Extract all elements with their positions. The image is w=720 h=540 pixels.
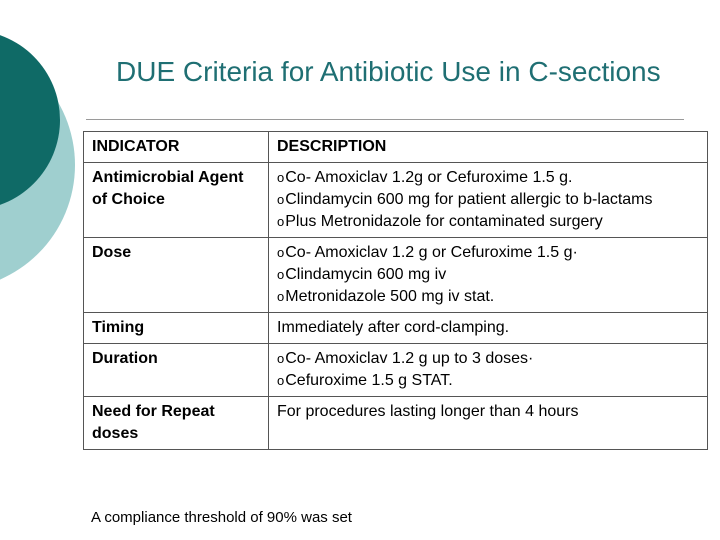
description-cell: For procedures lasting longer than 4 hours xyxy=(269,397,708,450)
header-indicator: INDICATOR xyxy=(84,132,269,163)
list-item xyxy=(277,264,699,286)
hollow-circle-bullet-icon: o xyxy=(277,351,285,366)
list-item-text: Co- Amoxiclav 1.2 g up to 3 doses· xyxy=(285,350,534,367)
hollow-circle-bullet-icon: o xyxy=(277,214,285,229)
indicator-cell: Timing xyxy=(84,313,269,344)
list-item-text: Clindamycin 600 mg for patient allergic to b-lactams xyxy=(285,191,653,208)
hollow-circle-bullet-icon: o xyxy=(277,192,285,207)
list-item-text: Co- Amoxiclav 1.2g or Cefuroxime 1.5 g. xyxy=(285,169,573,186)
list-item xyxy=(277,242,699,264)
table-row xyxy=(84,397,708,450)
description-cell xyxy=(269,163,708,238)
indicator-cell: Need for Repeat doses xyxy=(84,397,269,450)
table-header-row xyxy=(84,132,708,163)
list-item-text: Metronidazole 500 mg iv stat. xyxy=(285,288,495,305)
list-item xyxy=(277,348,699,370)
hollow-circle-bullet-icon: o xyxy=(277,373,285,388)
list-item xyxy=(277,286,699,308)
description-cell xyxy=(269,238,708,313)
compliance-footnote: A compliance threshold of 90% was set xyxy=(91,509,352,526)
list-item-text: Clindamycin 600 mg iv xyxy=(285,266,447,283)
title-divider xyxy=(86,119,684,120)
indicator-cell: Antimicrobial Agent of Choice xyxy=(84,163,269,238)
indicator-cell: Dose xyxy=(84,238,269,313)
list-item xyxy=(277,370,699,392)
list-item xyxy=(277,211,699,233)
header-description: DESCRIPTION xyxy=(269,132,708,163)
list-item-text: Co- Amoxiclav 1.2 g or Cefuroxime 1.5 g· xyxy=(285,244,578,261)
table-row xyxy=(84,163,708,238)
criteria-table xyxy=(83,131,708,450)
table-row xyxy=(84,313,708,344)
hollow-circle-bullet-icon: o xyxy=(277,245,285,260)
hollow-circle-bullet-icon: o xyxy=(277,170,285,185)
list-item-text: Cefuroxime 1.5 g STAT. xyxy=(285,372,453,389)
description-cell xyxy=(269,344,708,397)
description-cell: Immediately after cord-clamping. xyxy=(269,313,708,344)
list-item-text: Plus Metronidazole for contaminated surgery xyxy=(285,213,603,230)
list-item xyxy=(277,167,699,189)
table-row xyxy=(84,344,708,397)
decorative-circles xyxy=(0,0,80,300)
table-row xyxy=(84,238,708,313)
list-item xyxy=(277,189,699,211)
indicator-cell: Duration xyxy=(84,344,269,397)
slide-title: DUE Criteria for Antibiotic Use in C-sections xyxy=(116,55,661,87)
hollow-circle-bullet-icon: o xyxy=(277,267,285,282)
hollow-circle-bullet-icon: o xyxy=(277,289,285,304)
